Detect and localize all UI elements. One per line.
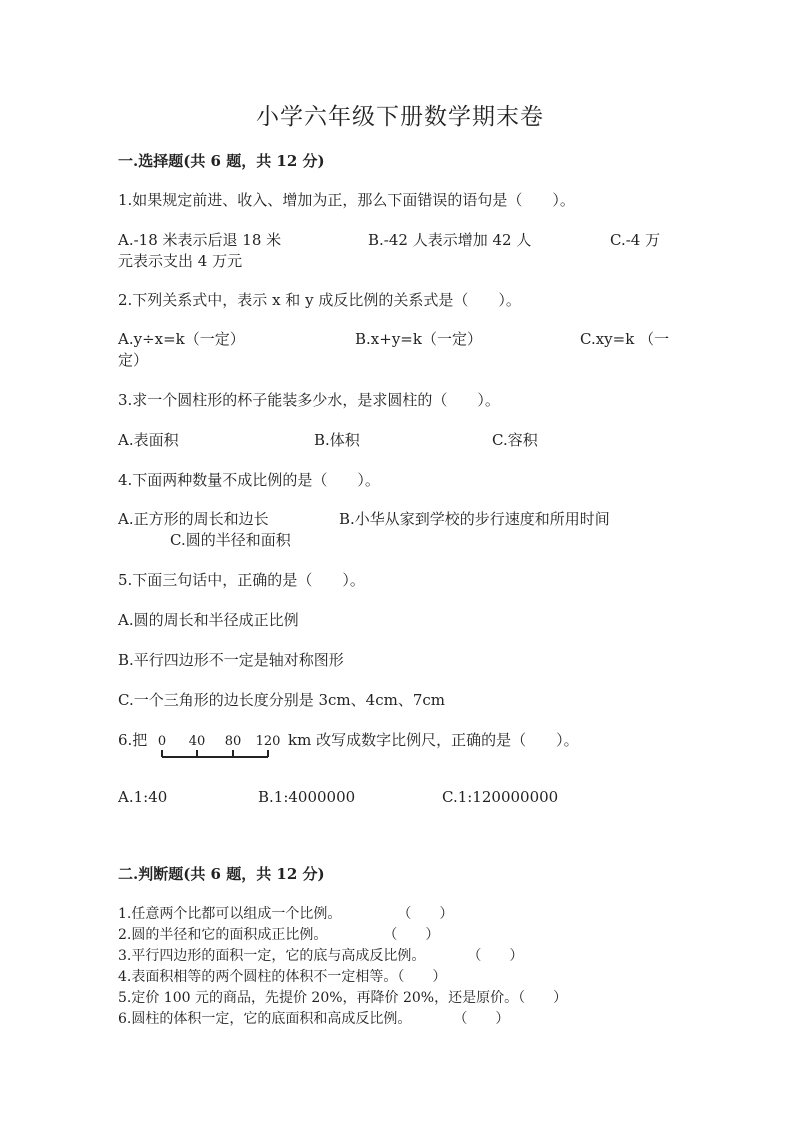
question-5-option-c: C.一个三角形的边长度分别是 3cm、4cm、7cm bbox=[118, 691, 445, 709]
question-2-option-c: C.xy=k （一 bbox=[580, 330, 670, 348]
judgment-item-3: 3.平行四边形的面积一定，它的底与高成反比例。 （ ） bbox=[118, 948, 524, 964]
scale-tick-120: 120 bbox=[255, 734, 281, 749]
scale-bar-diagram bbox=[156, 733, 286, 763]
question-4-option-b: B.小华从家到学校的步行速度和所用时间 bbox=[339, 510, 610, 528]
question-3-option-a: A.表面积 bbox=[118, 431, 179, 449]
question-5-option-a: A.圆的周长和半径成正比例 bbox=[118, 611, 299, 629]
question-6-option-c: C.1:120000000 bbox=[442, 788, 559, 806]
question-4-option-c: C.圆的半径和面积 bbox=[170, 531, 291, 549]
question-3-option-b: B.体积 bbox=[314, 431, 360, 449]
scale-tick-80: 80 bbox=[224, 734, 242, 749]
question-6-option-a: A.1:40 bbox=[118, 788, 168, 806]
judgment-item-2: 2.圆的半径和它的面积成正比例。 （ ） bbox=[118, 927, 440, 943]
question-4-stem: 4.下面两种数量不成比例的是（ ）。 bbox=[118, 471, 380, 489]
scale-tick-40: 40 bbox=[188, 734, 206, 749]
question-2-stem: 2.下列关系式中，表示 x 和 y 成反比例的关系式是（ ）。 bbox=[118, 291, 521, 309]
question-5-stem: 5.下面三句话中，正确的是（ ）。 bbox=[118, 571, 365, 589]
question-1-stem: 1.如果规定前进、收入、增加为正，那么下面错误的语句是（ ）。 bbox=[118, 191, 575, 209]
question-3-option-c: C.容积 bbox=[492, 431, 538, 449]
question-5-option-b: B.平行四边形不一定是轴对称图形 bbox=[118, 651, 344, 669]
question-6-suffix: km 改写成数字比例尺，正确的是（ ）。 bbox=[288, 731, 579, 749]
question-3-stem: 3.求一个圆柱形的杯子能装多少水，是求圆柱的（ ）。 bbox=[118, 391, 500, 409]
judgment-item-6: 6.圆柱的体积一定，它的底面积和高成反比例。 （ ） bbox=[118, 1011, 510, 1027]
section-1-heading: 一.选择题(共 6 题，共 12 分) bbox=[118, 152, 325, 170]
question-6-option-b: B.1:4000000 bbox=[258, 788, 356, 806]
question-4-option-a: A.正方形的周长和边长 bbox=[118, 510, 269, 528]
question-1-option-c: C.-4 万 bbox=[610, 231, 661, 249]
question-2-option-a: A.y÷x=k（一定） bbox=[118, 330, 245, 348]
question-1-option-b: B.-42 人表示增加 42 人 bbox=[368, 231, 532, 249]
scale-tick-0: 0 bbox=[157, 734, 167, 749]
judgment-item-4: 4.表面积相等的两个圆柱的体积不一定相等。（ ） bbox=[118, 969, 447, 985]
judgment-item-5: 5.定价 100 元的商品，先提价 20%，再降价 20%，还是原价。（ ） bbox=[118, 990, 568, 1006]
question-1-option-c-continued: 元表示支出 4 万元 bbox=[118, 252, 243, 270]
section-2-heading: 二.判断题(共 6 题，共 12 分) bbox=[118, 865, 325, 883]
question-2-option-b: B.x+y=k（一定） bbox=[355, 330, 482, 348]
page-title: 小学六年级下册数学期末卷 bbox=[256, 104, 544, 130]
question-2-option-c-continued: 定） bbox=[118, 351, 149, 369]
question-1-option-a: A.-18 米表示后退 18 米 bbox=[118, 231, 282, 249]
judgment-item-1: 1.任意两个比都可以组成一个比例。 （ ） bbox=[118, 906, 454, 922]
question-6-prefix: 6.把 bbox=[118, 731, 148, 749]
